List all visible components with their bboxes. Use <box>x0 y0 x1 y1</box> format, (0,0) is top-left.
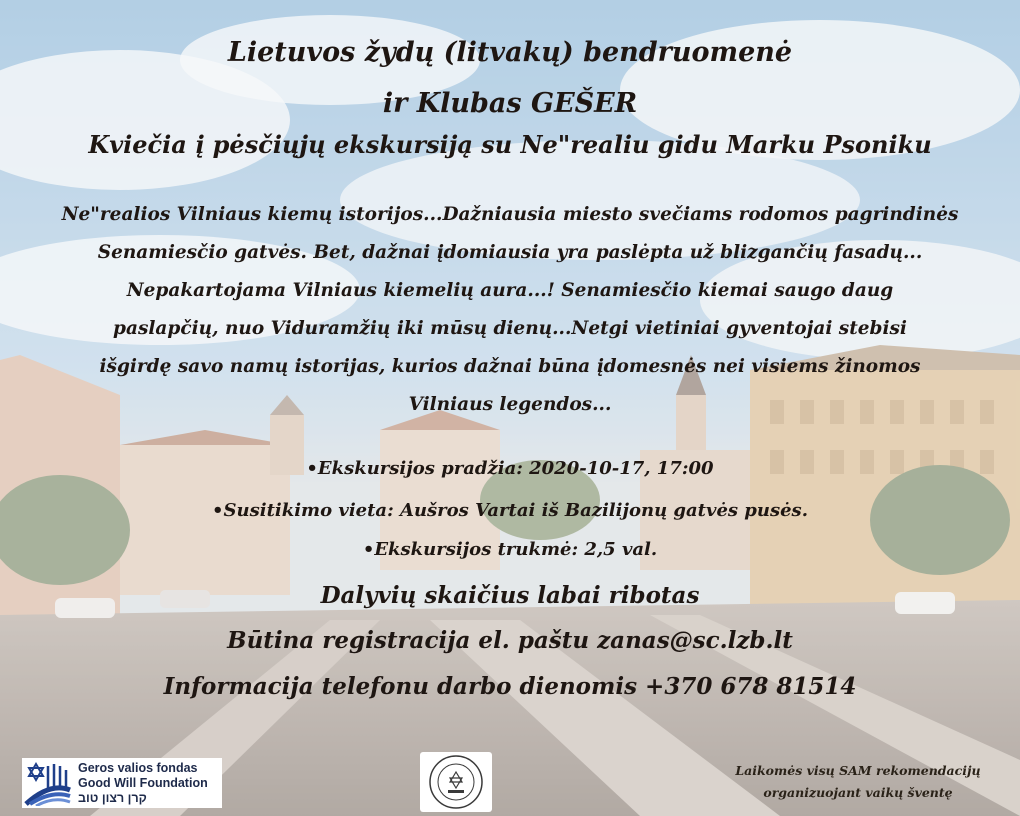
health-notice <box>718 760 998 804</box>
description-line: paslapčių, nuo Viduramžių iki mūsų dienų...Netgi vietiniai gyventojai stebisi <box>113 318 907 339</box>
header-line-3: Kviečia į pėsčiųjų ekskursiją su Ne"realiu gidu Marku Psoniku <box>88 130 932 159</box>
foundation-name-lt: Geros valios fondas <box>78 761 198 775</box>
tour-duration: •Ekskursijos trukmė: 2,5 val. <box>362 539 658 560</box>
good-will-foundation-logo <box>22 758 222 808</box>
description-line: išgirdę savo namų istorijas, kurios dažnai būna įdomesnės nei visiems žinomos <box>99 356 921 377</box>
limited-participants: Dalyvių skaičius labai ribotas <box>320 582 700 609</box>
foundation-text <box>78 761 208 806</box>
phone-info: Informacija telefonu darbo dienomis +370 678 81514 <box>163 673 857 700</box>
description-line: Senamiesčio gatvės. Bet, dažnai įdomiausia yra paslėpta už blizgančių fasadų... <box>97 242 923 263</box>
description-block <box>40 196 980 424</box>
registration-email: Būtina registracija el. paštu zanas@sc.lzb.lt <box>227 627 793 654</box>
tour-start: •Ekskursijos pradžia: 2020-10-17, 17:00 <box>306 458 714 479</box>
description-line: Nepakartojama Vilniaus kiemelių aura...! Senamiesčio kiemai saugo daug <box>126 280 894 301</box>
header-line-1: Lietuvos žydų (litvakų) bendruomenė <box>227 37 793 68</box>
foundation-name-en: Good Will Foundation <box>78 776 208 790</box>
star-of-david-logo-icon <box>24 760 72 806</box>
community-seal-logo <box>420 752 492 812</box>
community-seal-icon <box>420 752 492 812</box>
notice-line-2: organizuojant vaikų šventę <box>763 785 953 800</box>
meeting-place: •Susitikimo vieta: Aušros Vartai iš Bazilijonų gatvės pusės. <box>212 500 808 521</box>
description-line: Ne"realios Vilniaus kiemų istorijos...Dažniausia miesto svečiams rodomos pagrindinės <box>61 204 959 225</box>
notice-line-1: Laikomės visų SAM rekomendacijų <box>735 763 981 778</box>
description-line: Vilniaus legendos... <box>408 394 612 415</box>
header-line-2: ir Klubas GEŠER <box>382 88 638 119</box>
foundation-name-he: קרן רצון טוב <box>78 791 147 805</box>
